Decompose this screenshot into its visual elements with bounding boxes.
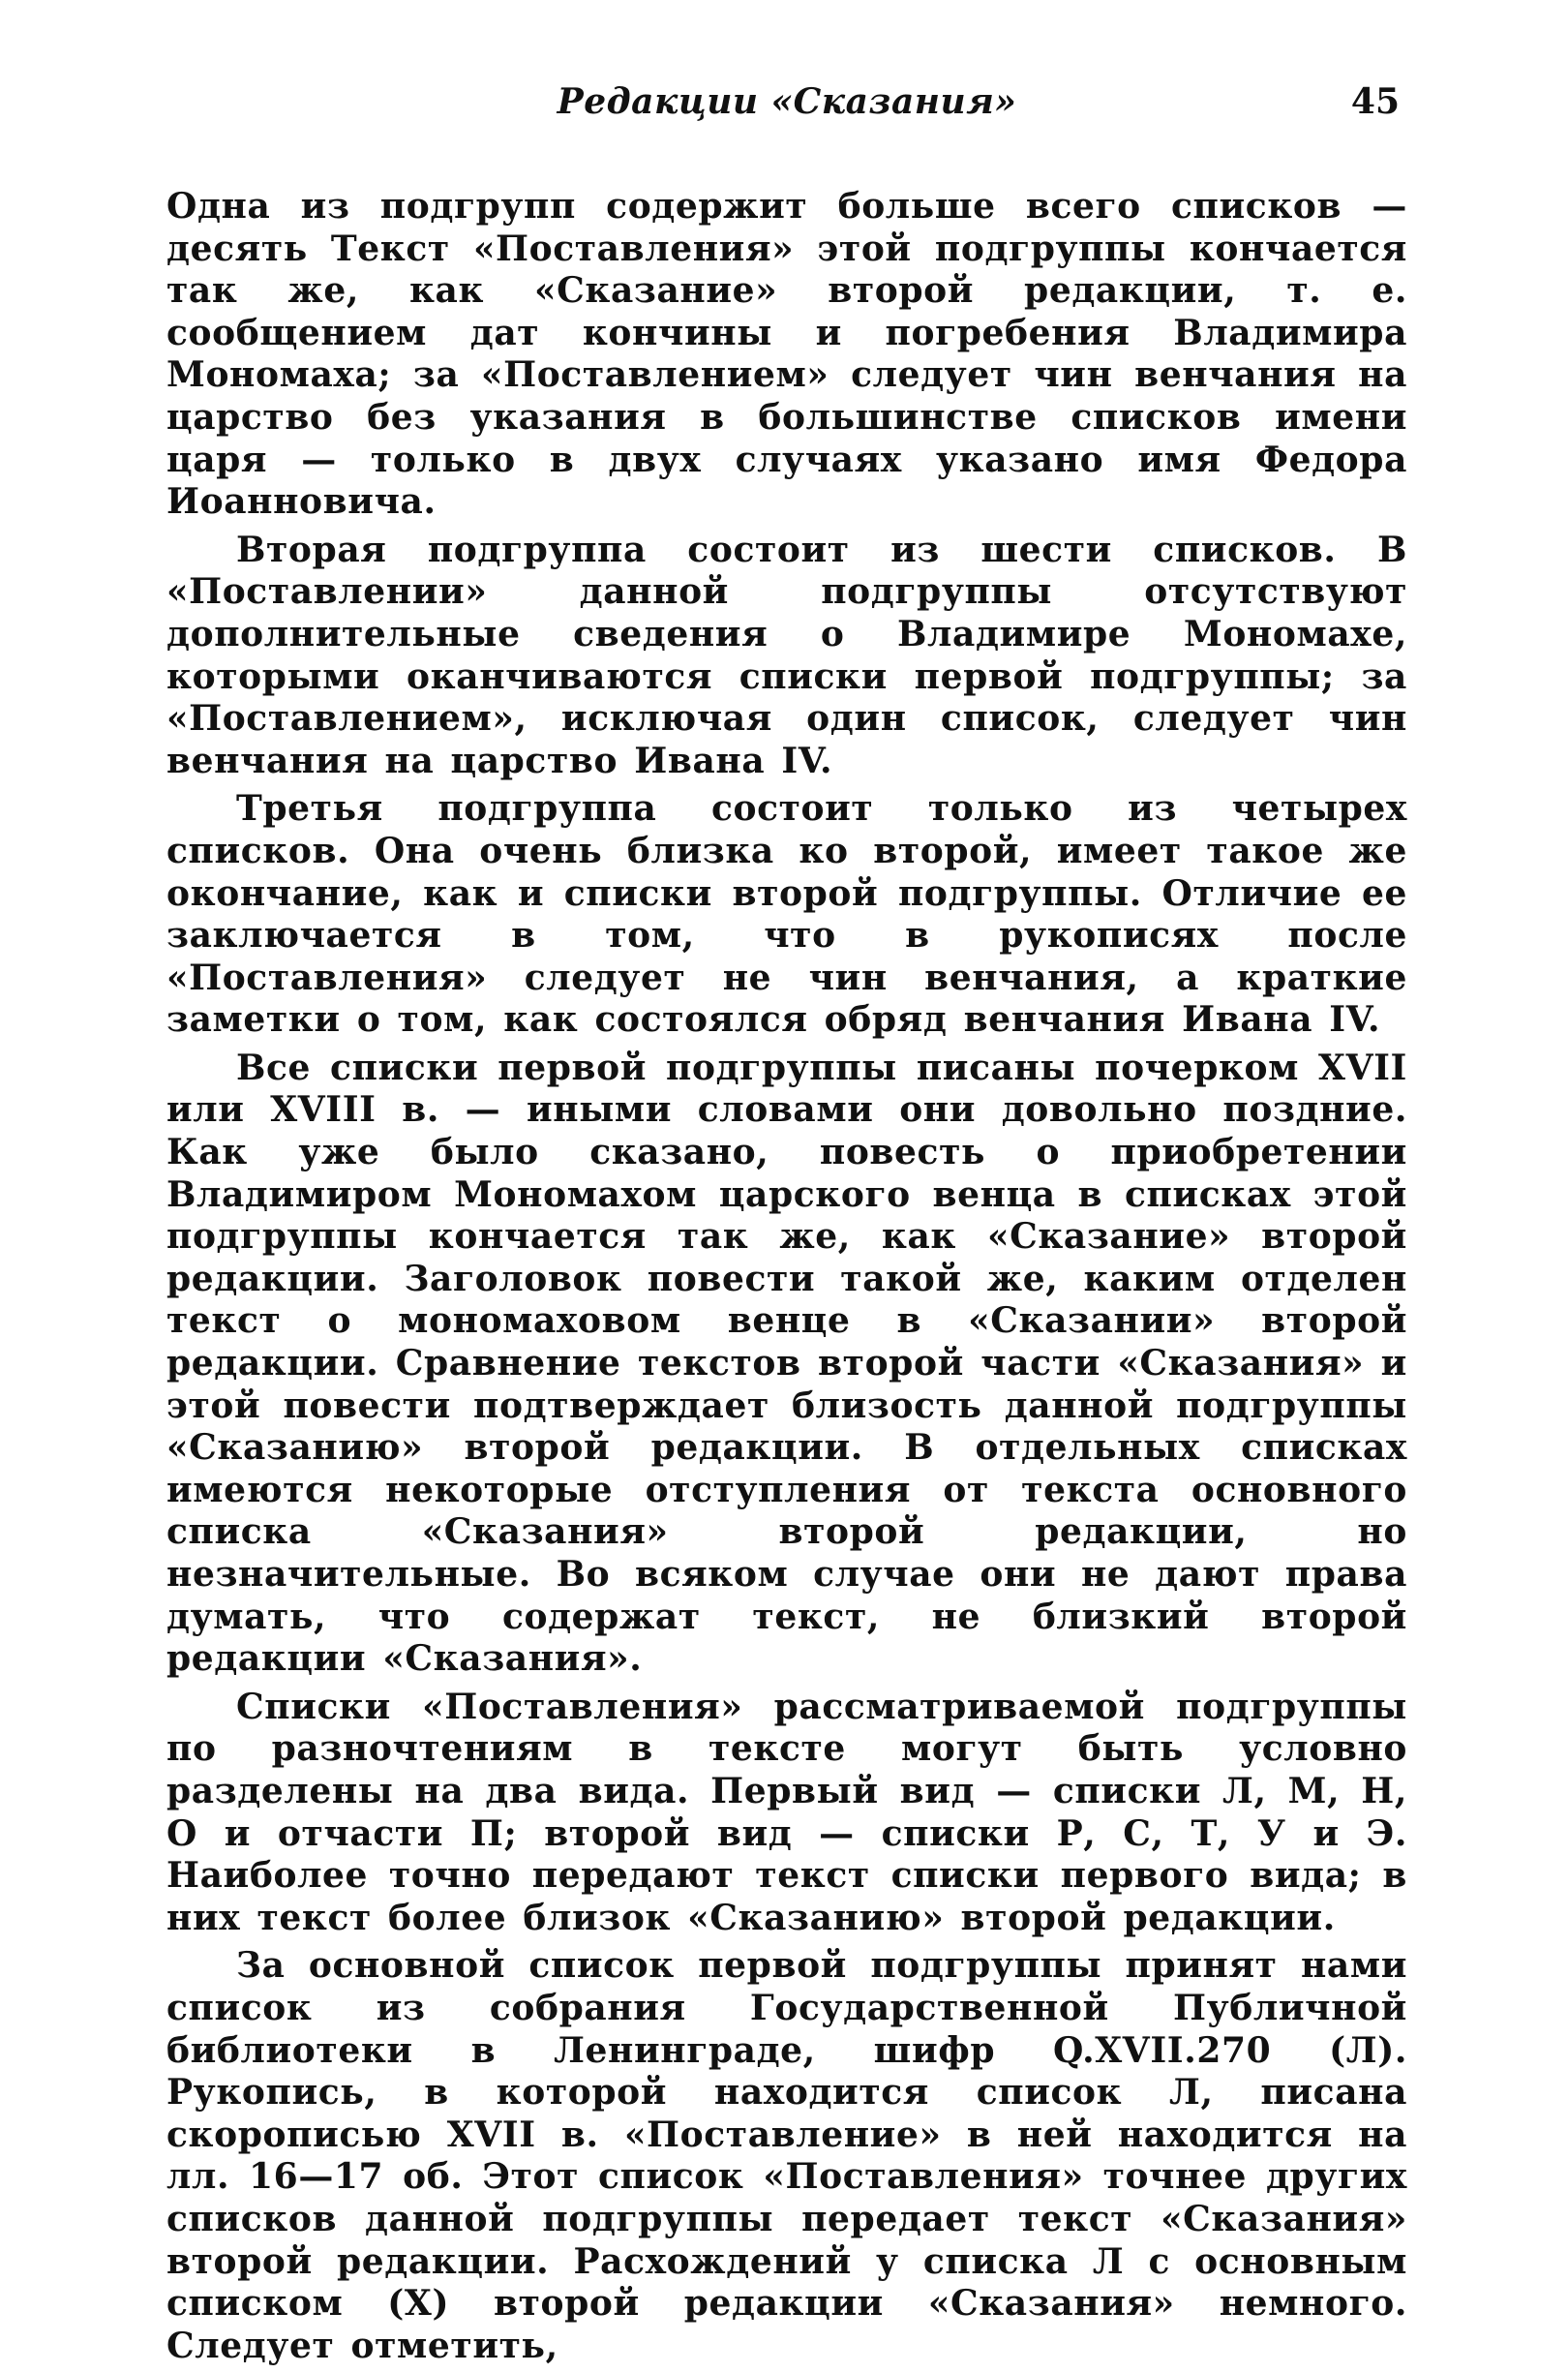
page-number: 45 bbox=[1350, 81, 1400, 122]
running-title: Редакции «Сказания» bbox=[557, 81, 1017, 122]
paragraph-4: Все списки первой подгруппы писаны почерком XVII или XVIII в. — иными словами они довольно поздние. Как уже было сказано, повесть о приобретении Владимиром Мономахом царского венца в списках этой подгруппы кончается так же, как «Сказание» второй редакции. Заголовок повести такой же, каким отделен текст о мономаховом венце в «Сказании» второй редакции. Сравнение текстов второй части «Сказания» и этой повести подтверждает близость данной подгруппы «Сказанию» второй редакции. В отдельных списках имеются некоторые отступления от текста основного списка «Сказания» второй редакции, но незначительные. Во всяком случае они не дают права думать, что содержат текст, не близкий второй редакции «Сказания». bbox=[166, 1047, 1407, 1680]
body-text bbox=[166, 186, 1407, 2367]
paragraph-2: Вторая подгруппа состоит из шести списков. В «Поставлении» данной подгруппы отсутствуют дополнительные сведения о Владимире Мономахе, которыми оканчиваются списки первой подгруппы; за «Поставлением», исключая один список, следует чин венчания на царство Ивана IV. bbox=[166, 529, 1407, 781]
paragraph-6: За основной список первой подгруппы принят нами список из собрания Государственной Публичной библиотеки в Ленинграде, шифр Q.XVII.270 (Л). Рукопись, в которой находится список Л, писана скорописью XVII в. «Поставление» в ней находится на лл. 16—17 об. Этот список «Поставления» точнее других списков данной подгруппы передает текст «Сказания» второй редакции. Расхождений у списка Л с основным списком (Х) второй редакции «Сказания» немного. Следует отметить, bbox=[166, 1945, 1407, 2366]
paragraph-5: Списки «Поставления» рассматриваемой подгруппы по разночтениям в тексте могут быть условно разделены на два вида. Первый вид — списки Л, М, Н, О и отчасти П; второй вид — списки Р, С, Т, У и Э. Наиболее точно передают текст списки первого вида; в них текст более близок «Сказанию» второй редакции. bbox=[166, 1686, 1407, 1938]
running-head bbox=[166, 58, 1407, 126]
paragraph-1: Одна из подгрупп содержит больше всего списков — десять Текст «Поставления» этой подгруппы кончается так же, как «Сказание» второй редакции, т. е. сообщением дат кончины и погребения Владимира Мономаха; за «Поставлением» следует чин венчания на царство без указания в большинстве списков имени царя — только в двух случаях указано имя Федора Иоанновича. bbox=[166, 186, 1407, 523]
paragraph-3: Третья подгруппа состоит только из четырех списков. Она очень близка ко второй, имеет такое же окончание, как и списки второй подгруппы. Отличие ее заключается в том, что в рукописях после «Поставления» следует не чин венчания, а краткие заметки о том, как состоялся обряд венчания Ивана IV. bbox=[166, 788, 1407, 1041]
book-page bbox=[166, 58, 1407, 2373]
